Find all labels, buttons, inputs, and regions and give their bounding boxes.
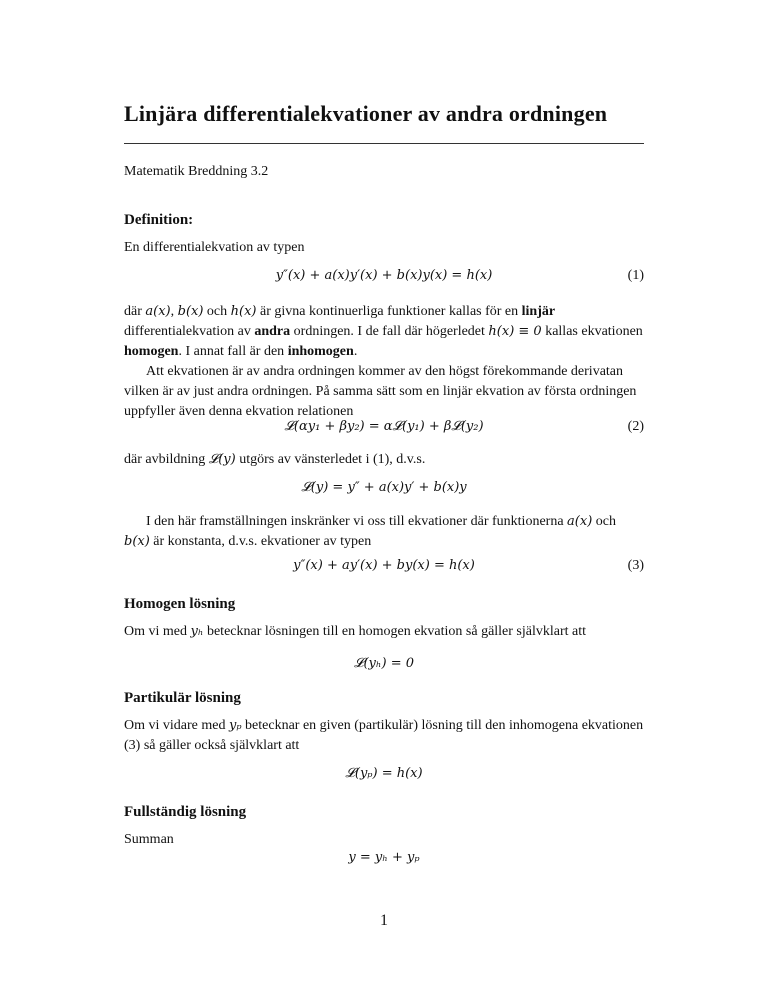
text: . [353,344,358,359]
text: I den här framställningen inskränker vi oss till ekvationer där funktionerna [146,514,568,529]
text: Om vi vidare med [124,718,229,733]
text: och [203,304,231,319]
homogen-text [124,622,644,642]
page-number: 1 [380,912,388,929]
term-linjar: linjär [521,304,556,319]
text: där [124,304,146,319]
definition-heading: Definition: [124,212,194,228]
math-a: a(x) [567,514,593,529]
title-rule [124,143,644,144]
text: differentialekvation av [124,324,255,339]
math-b: b(x) [124,534,150,549]
equation-1-number: (1) [627,268,644,283]
text: ordningen. I de fall där högerledet [290,324,489,339]
math-h: h(x) [230,304,257,319]
fullstandig-text: Summan [124,832,174,847]
text: och [592,514,616,529]
constant-paragraph [124,512,644,552]
text: är givna kontinuerliga funktioner kallas för en [256,304,522,319]
definition-paragraph [124,302,644,362]
math-b: b(x) [177,304,204,319]
text: betecknar lösningen till en homogen ekvation så gäller självklart att [203,624,587,639]
text: Om vi med [124,624,191,639]
definition-intro: En differentialekvation av typen [124,240,305,255]
text: , [170,304,178,319]
equation-L: 𝓛(y) = y″ + a(x)y′ + b(x)y [301,480,467,495]
equation-3: y″(x) + ay′(x) + by(x) = h(x) [293,558,475,573]
partikular-equation: 𝓛(yₚ) = h(x) [345,766,423,781]
text: kallas ekvationen [541,324,643,339]
equation-3-number: (3) [627,558,644,573]
term-andra: andra [254,324,291,339]
math-L: 𝓛(y) [208,452,236,467]
homogen-equation: 𝓛(yₕ) = 0 [354,656,414,671]
partikular-heading: Partikulär lösning [124,690,241,706]
fullstandig-equation: y = yₕ + yₚ [348,850,420,865]
text: betecknar en given (partikulär) lösning till den inhomogena ekvationen (3) så gäller också självklart att [124,718,644,753]
page-title: Linjära differentialekvationer av andra ordningen [124,101,608,126]
mapping-paragraph [124,450,644,470]
equation-2: 𝓛(αy₁ + βy₂) = α𝓛(y₁) + β𝓛(y₂) [284,419,484,434]
subtitle: Matematik Breddning 3.2 [124,164,269,179]
math-h-zero: h(x) ≡ 0 [488,324,542,339]
fullstandig-heading: Fullständig lösning [124,804,247,820]
math-yh: yₕ [190,624,204,639]
text: är konstanta, d.v.s. ekvationer av typen [149,534,372,549]
equation-1: y″(x) + a(x)y′(x) + b(x)y(x) = h(x) [275,268,493,283]
math-yp: yₚ [228,718,242,733]
order-paragraph: Att ekvationen är av andra ordningen kommer av den högst förekommande derivatan vilken är av just andra ordningen. På samma sätt som en linjär ekvation av första ordningen uppfyller även denna ekvation relationen [124,364,637,419]
term-homogen: homogen [124,344,179,359]
text: . I annat fall är den [178,344,288,359]
math-a: a(x) [145,304,171,319]
partikular-text [124,716,644,756]
term-inhomogen: inhomogen [287,344,354,359]
homogen-heading: Homogen lösning [124,596,236,612]
text: utgörs av vänsterledet i (1), d.v.s. [235,452,426,467]
text: där avbildning [124,452,209,467]
equation-2-number: (2) [627,419,644,434]
